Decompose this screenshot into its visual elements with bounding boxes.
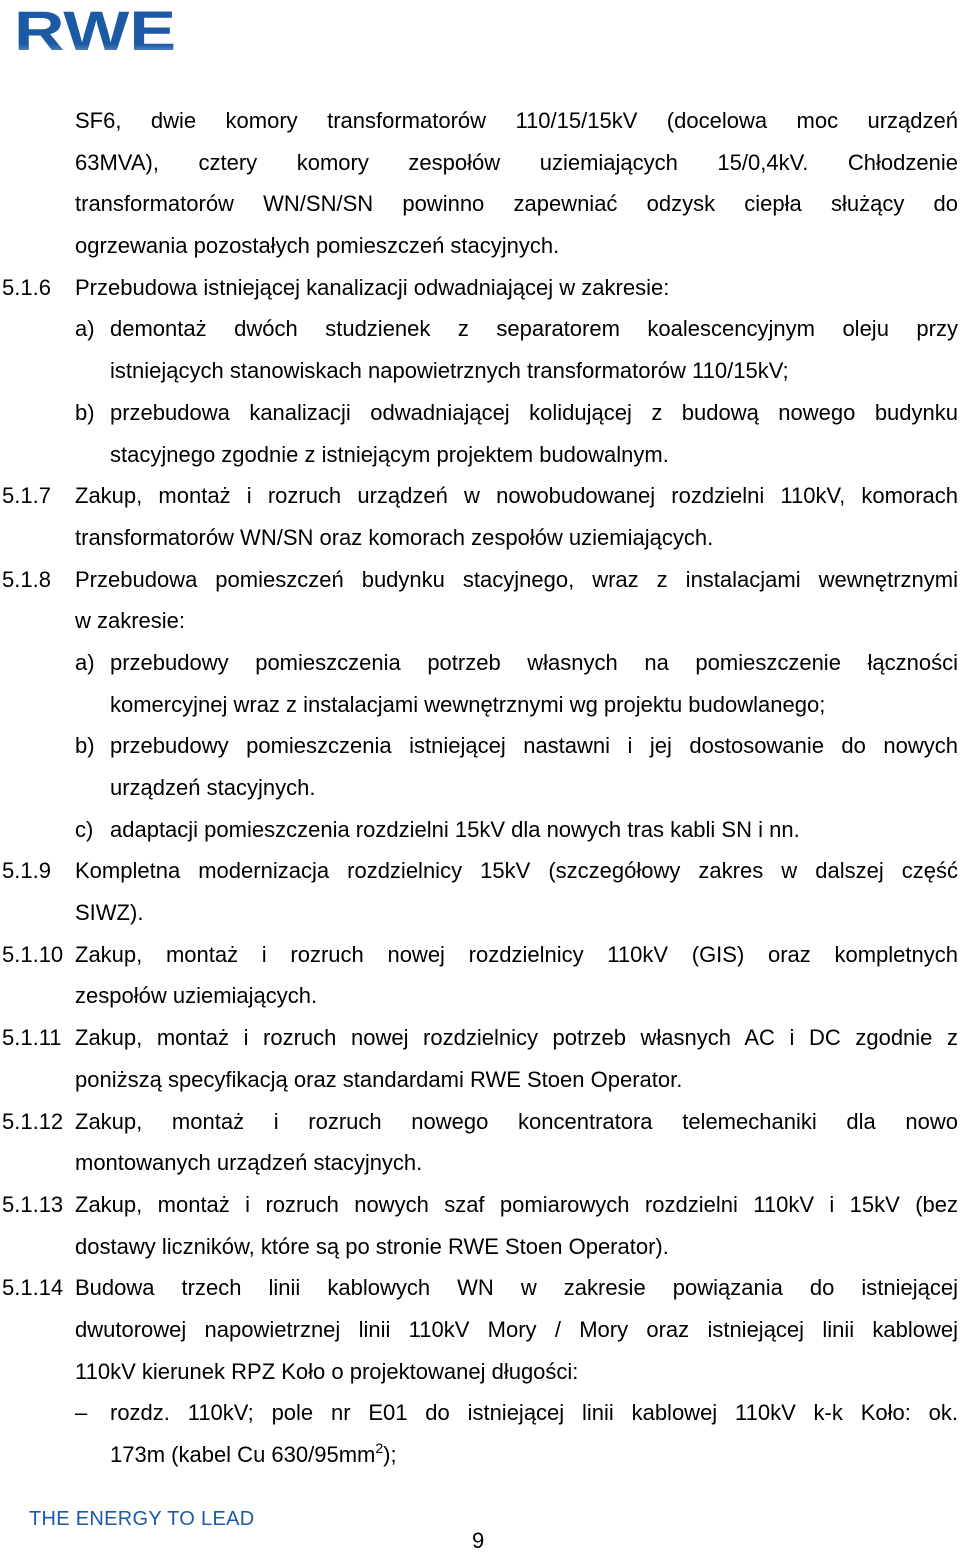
paragraph-line: montowanych urządzeń stacyjnych. <box>75 1150 423 1176</box>
section-number: 5.1.12 <box>2 1108 64 1134</box>
list-item: a) demontaż dwóch studzienek z separatorem koalescencyjnym oleju przy <box>0 308 960 350</box>
section-5-1-8: 5.1.8 Przebudowa pomieszczeń budynku stacyjnego, wraz z instalacjami wewnętrznymi <box>0 559 960 601</box>
section-5-1-10: 5.1.10 Zakup, montaż i rozruch nowej rozdzielnicy 110kV (GIS) oraz kompletnych <box>0 934 960 976</box>
paragraph-line: poniższą specyfikacją oraz standardami RWE Stoen Operator. <box>75 1066 683 1092</box>
list-label: b) <box>75 399 95 425</box>
section-5-1-12: 5.1.12 Zakup, montaż i rozruch nowego koncentratora telemechaniki dla nowo <box>0 1101 960 1143</box>
paragraph-line: transformatorów WN/SN/SN powinno zapewniać odzysk ciepła służący do <box>75 191 958 217</box>
list-item-continuation: istniejących stanowiskach napowietrznych transformatorów 110/15kV; <box>110 358 789 384</box>
section-5-1-13: 5.1.13 Zakup, montaż i rozruch nowych szaf pomiarowych rozdzielni 110kV i 15kV (bez <box>0 1184 960 1226</box>
section-number: 5.1.8 <box>2 566 51 592</box>
list-item-continuation: stacyjnego zgodnie z istniejącym projektem budowalnym. <box>110 441 669 467</box>
list-label: a) <box>75 649 95 675</box>
list-label: c) <box>75 816 94 842</box>
section-number: 5.1.11 <box>2 1025 62 1051</box>
list-item: b) przebudowa kanalizacji odwadniającej kolidującej z budową nowego budynku <box>0 392 960 434</box>
section-number: 5.1.14 <box>2 1275 64 1301</box>
section-number: 5.1.10 <box>2 941 64 967</box>
document-body <box>0 100 960 1476</box>
list-item-continuation: urządzeń stacyjnych. <box>110 775 316 800</box>
page-number: 9 <box>472 1528 485 1553</box>
list-label: b) <box>75 733 95 759</box>
list-item: b) przebudowy pomieszczenia istniejącej nastawni i jej dostosowanie do nowych <box>0 725 960 767</box>
paragraph-line: 110kV kierunek RPZ Koło o projektowanej długości: <box>75 1358 579 1384</box>
section-5-1-6: 5.1.6 Przebudowa istniejącej kanalizacji odwadniającej w zakresie: <box>0 267 960 309</box>
footer-tagline: THE ENERGY TO LEAD <box>29 1508 255 1530</box>
paragraph-line: dostawy liczników, które są po stronie RWE Stoen Operator). <box>75 1233 669 1259</box>
paragraph-line: transformatorów WN/SN oraz komorach zespołów uziemiających. <box>75 524 714 550</box>
dash-bullet: – <box>75 1400 88 1426</box>
paragraph-line: SIWZ). <box>75 900 144 926</box>
rwe-logo-icon <box>14 6 178 64</box>
section-5-1-11: 5.1.11 Zakup, montaż i rozruch nowej rozdzielnicy potrzeb własnych AC i DC zgodnie z <box>0 1017 960 1059</box>
section-5-1-7: 5.1.7 Zakup, montaż i rozruch urządzeń w nowobudowanej rozdzielni 110kV, komorach <box>0 475 960 517</box>
paragraph-line: w zakresie: <box>75 608 186 634</box>
list-item: a) przebudowy pomieszczenia potrzeb własnych na pomieszczenie łączności <box>0 642 960 684</box>
list-item-continuation: komercyjnej wraz z instalacjami wewnętrznymi wg projektu budowlanego; <box>110 691 826 717</box>
section-number: 5.1.6 <box>2 274 51 300</box>
paragraph-line: SF6, dwie komory transformatorów 110/15/15kV (docelowa moc urządzeń <box>75 108 958 133</box>
list-label: a) <box>75 316 95 342</box>
section-5-1-9: 5.1.9 Kompletna modernizacja rozdzielnicy 15kV (szczegółowy zakres w dalszej część <box>0 850 960 892</box>
paragraph-line: 63MVA), cztery komory zespołów uziemiających 15/0,4kV. Chłodzenie <box>75 149 958 175</box>
superscript: 2 <box>375 1440 384 1456</box>
section-5-1-14: 5.1.14 Budowa trzech linii kablowych WN w zakresie powiązania do istniejącej <box>0 1267 960 1309</box>
rwe-logo <box>14 6 178 64</box>
paragraph-line: ogrzewania pozostałych pomieszczeń stacyjnych. <box>75 233 560 259</box>
section-number: 5.1.9 <box>2 858 51 884</box>
paragraph-line: zespołów uziemiających. <box>75 983 318 1009</box>
section-number: 5.1.13 <box>2 1191 64 1217</box>
paragraph-line: dwutorowej napowietrznej linii 110kV Mory / Mory oraz istniejącej linii kablowej <box>75 1316 958 1342</box>
dash-list-item-continuation: 173m (kabel Cu $630/95mm^2$); <box>110 1440 397 1467</box>
section-number: 5.1.7 <box>2 483 51 509</box>
logo-text: RWE <box>14 6 176 62</box>
list-item: c) adaptacji pomieszczenia rozdzielni 15kV dla nowych tras kabli SN i nn. <box>0 809 960 851</box>
dash-list-item: – rozdz. 110kV; pole nr E01 do istniejącej linii kablowej 110kV k-k Koło: ok. <box>0 1392 960 1434</box>
